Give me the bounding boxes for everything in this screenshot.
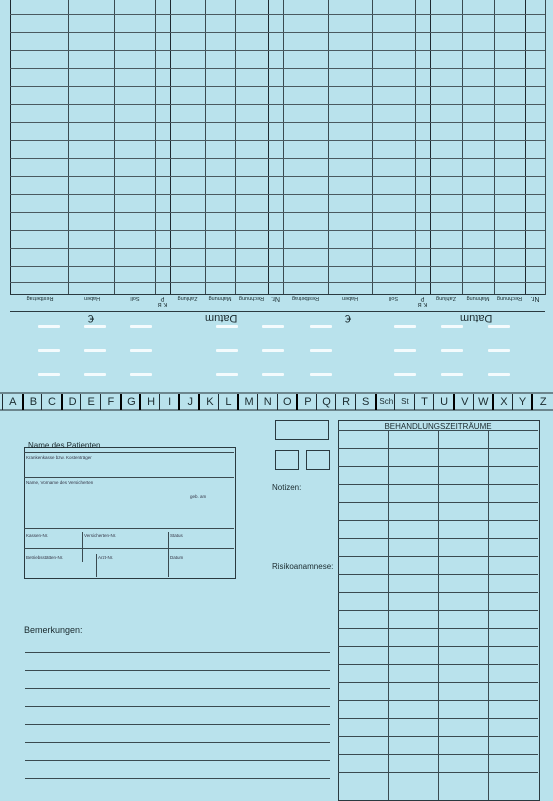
- header-restbetrag: Restbetrag: [26, 295, 54, 301]
- row-line: [338, 430, 538, 431]
- alphabet-tab-n[interactable]: N: [257, 394, 278, 410]
- alphabet-tab-z[interactable]: Z: [531, 394, 553, 410]
- alphabet-tab-g[interactable]: G: [120, 394, 142, 410]
- grid-line: [205, 0, 206, 295]
- grid-line: [268, 0, 269, 295]
- risikoanamnese-label: Risikoanamnese:: [272, 562, 334, 571]
- datum-label: Datum: [460, 312, 493, 324]
- dash-mark: [38, 349, 60, 352]
- alphabet-tab-e[interactable]: E: [80, 394, 101, 410]
- alphabet-tab-w[interactable]: W: [473, 394, 494, 410]
- row-line: [338, 574, 538, 575]
- currency-label: €: [88, 312, 95, 324]
- currency-label: €: [345, 312, 352, 324]
- grid-row: [10, 248, 545, 249]
- dash-mark: [262, 325, 284, 328]
- header-haben: Haben: [341, 295, 359, 301]
- divider: [168, 532, 169, 577]
- header-mahnung: Mahnung: [466, 295, 490, 301]
- dash-mark: [310, 373, 332, 376]
- marker-box: [275, 450, 299, 470]
- alphabet-tab-c[interactable]: C: [41, 394, 62, 410]
- row-line: [338, 700, 538, 701]
- kassen-nr-label: Kassen-Nr.: [26, 533, 49, 538]
- alphabet-tab-x[interactable]: X: [492, 394, 514, 410]
- dash-mark: [394, 349, 416, 352]
- alphabet-tab-m[interactable]: M: [237, 394, 259, 410]
- row-line: [338, 682, 538, 683]
- dash-mark: [84, 325, 106, 328]
- line: [25, 760, 330, 761]
- alphabet-tab-k[interactable]: K: [198, 394, 220, 410]
- versicherter-label: Name, Vorname des Versicherten: [26, 480, 94, 485]
- alphabet-tab-d[interactable]: D: [61, 394, 83, 410]
- grid-line: [328, 0, 329, 295]
- datum-label: Datum: [205, 312, 238, 324]
- grid-line: [494, 0, 495, 295]
- grid-line: [68, 0, 69, 295]
- alphabet-tab-f[interactable]: F: [100, 394, 121, 410]
- dash-mark: [84, 373, 106, 376]
- grid-line: [545, 0, 546, 295]
- dash-mark: [38, 373, 60, 376]
- grid-row: [10, 32, 545, 33]
- alphabet-tab-sch[interactable]: Sch: [375, 394, 397, 410]
- row-line: [338, 448, 538, 449]
- notizen-label: Notizen:: [272, 483, 302, 492]
- header-soll: Soll: [130, 295, 140, 301]
- dash-mark: [216, 325, 238, 328]
- dash-mark: [441, 349, 463, 352]
- alphabet-tab-i[interactable]: I: [159, 394, 180, 410]
- alphabet-tab-o[interactable]: O: [277, 394, 298, 410]
- header-zahlung: Zahlung: [177, 295, 198, 301]
- grid-line: [10, 0, 11, 295]
- alphabet-tab-b[interactable]: B: [22, 394, 44, 410]
- dash-mark: [216, 373, 238, 376]
- divider: [24, 528, 234, 529]
- header-rechnung: Rechnung: [496, 295, 523, 301]
- marker-box: [275, 420, 329, 440]
- col-line: [438, 430, 439, 800]
- alphabet-tab-a[interactable]: A: [2, 394, 23, 410]
- grid-row: [10, 158, 545, 159]
- grid-line: [235, 0, 236, 295]
- row-line: [338, 538, 538, 539]
- alphabet-tab-r[interactable]: R: [335, 394, 356, 410]
- dash-mark: [130, 373, 152, 376]
- dash-mark: [38, 325, 60, 328]
- row-line: [338, 736, 538, 737]
- grid-row: [10, 140, 545, 141]
- dash-mark: [130, 325, 152, 328]
- header-soll: Soll: [388, 295, 399, 301]
- datum-label: Datum: [170, 555, 184, 560]
- header-zahlung: Zahlung: [436, 295, 456, 301]
- row-line: [338, 646, 538, 647]
- betriebsstaetten-label: Betriebsstätten-Nr.: [26, 555, 64, 560]
- grid-row: [10, 68, 545, 69]
- header-rechnung: Rechnung: [238, 295, 265, 301]
- dash-mark: [310, 325, 332, 328]
- dash-mark: [488, 373, 510, 376]
- status-label: Status: [170, 533, 183, 538]
- row-line: [338, 502, 538, 503]
- grid-line: [462, 0, 463, 295]
- line: [25, 688, 330, 689]
- alphabet-tab-j[interactable]: J: [178, 394, 200, 410]
- col-line: [388, 430, 389, 800]
- alphabet-tab-v[interactable]: V: [453, 394, 475, 410]
- name-label: Name des Patienten: [28, 441, 101, 450]
- dash-mark: [488, 325, 510, 328]
- alphabet-tab-q[interactable]: Q: [316, 394, 337, 410]
- header-kbp: K B P: [157, 295, 168, 307]
- grid-row: [10, 14, 545, 15]
- dash-mark: [130, 349, 152, 352]
- divider: [24, 452, 234, 453]
- alphabet-tab-st[interactable]: St: [394, 394, 415, 410]
- grid-row: [10, 212, 545, 213]
- grid-row: [10, 194, 545, 195]
- row-line: [338, 772, 538, 773]
- line: [25, 724, 330, 725]
- grid-line: [415, 0, 416, 295]
- grid-line: [430, 0, 431, 295]
- line: [25, 652, 330, 653]
- grid-row: [10, 230, 545, 231]
- alphabet-tab-u[interactable]: U: [433, 394, 454, 410]
- grid-row: [10, 86, 545, 87]
- grid-row: [10, 104, 545, 105]
- grid-line: [283, 0, 284, 295]
- dash-mark: [262, 373, 284, 376]
- row-line: [338, 466, 538, 467]
- dash-mark: [84, 349, 106, 352]
- divider: [96, 554, 97, 577]
- line: [25, 706, 330, 707]
- grid-row: [10, 266, 545, 267]
- grid-row: [10, 282, 545, 283]
- row-line: [338, 754, 538, 755]
- dash-mark: [216, 349, 238, 352]
- grid-line: [114, 0, 115, 295]
- dash-mark: [488, 349, 510, 352]
- header-nr: Nr.: [530, 295, 540, 302]
- behandlung-title: BEHANDLUNGSZEITRÄUME: [384, 422, 492, 431]
- line: [25, 670, 330, 671]
- dash-mark: [262, 349, 284, 352]
- versicherten-nr-label: Versicherten-Nr.: [84, 533, 117, 538]
- alphabet-tab-s[interactable]: S: [355, 394, 376, 410]
- geb-label: geb. am: [190, 494, 207, 499]
- header-mahnung: Mahnung: [208, 295, 232, 301]
- alphabet-tab-h[interactable]: H: [139, 394, 161, 410]
- alphabet-tab-y[interactable]: Y: [512, 394, 533, 410]
- line: [25, 742, 330, 743]
- grid-row: [10, 122, 545, 123]
- header-restbetrag: Restbetrag: [292, 295, 319, 301]
- divider: [24, 477, 234, 478]
- dash-mark: [441, 373, 463, 376]
- row-line: [338, 592, 538, 593]
- header-nr: Nr.: [271, 295, 280, 302]
- alphabet-tab-t[interactable]: T: [414, 394, 435, 410]
- alphabet-tab-l[interactable]: L: [218, 394, 239, 410]
- kasse-label: Krankenkasse bzw. Kostenträger: [26, 455, 92, 460]
- arzt-nr-label: Arzt-Nr.: [98, 555, 114, 560]
- row-line: [338, 718, 538, 719]
- row-line: [338, 556, 538, 557]
- row-line: [338, 484, 538, 485]
- dash-mark: [441, 325, 463, 328]
- line: [25, 778, 330, 779]
- grid-line: [525, 0, 526, 295]
- divider: [82, 532, 83, 562]
- marker-box: [306, 450, 330, 470]
- dash-mark: [310, 349, 332, 352]
- row-line: [338, 520, 538, 521]
- dash-mark: [394, 325, 416, 328]
- dash-mark: [394, 373, 416, 376]
- row-line: [338, 628, 538, 629]
- bemerkungen-label: Bemerkungen:: [24, 625, 83, 635]
- grid-line: [155, 0, 156, 295]
- col-line: [488, 430, 489, 800]
- row-line: [338, 664, 538, 665]
- divider: [24, 548, 234, 549]
- grid-line: [170, 0, 171, 295]
- header-kbp: K B P: [417, 295, 428, 307]
- header-haben: Haben: [83, 295, 101, 301]
- grid-row: [10, 176, 545, 177]
- grid-line: [372, 0, 373, 295]
- row-line: [338, 610, 538, 611]
- grid-row: [10, 50, 545, 51]
- alphabet-tab-p[interactable]: P: [296, 394, 318, 410]
